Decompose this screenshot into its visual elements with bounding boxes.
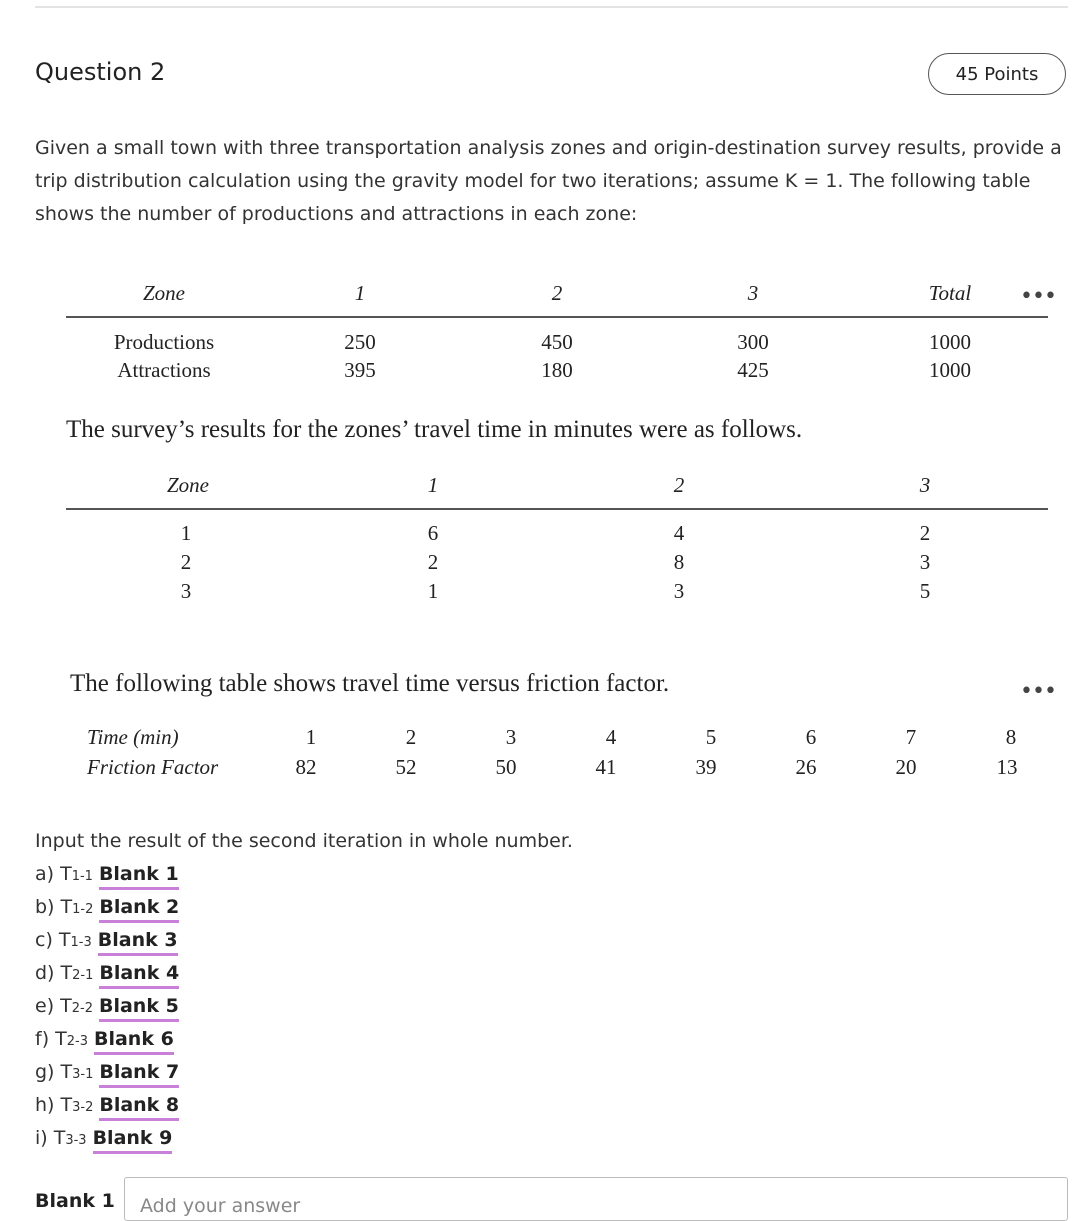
blank-8-link[interactable]: Blank 8 [99, 1094, 179, 1121]
more-horizontal-icon[interactable]: ••• [1020, 284, 1056, 309]
table1-cell: 395 [344, 358, 376, 382]
blank-prefix: c) T [35, 929, 71, 951]
time-cell: 6 [805, 725, 817, 749]
time-cell: 2 [405, 725, 417, 749]
blank-prefix: g) T [35, 1061, 73, 1083]
friction-cell: 52 [395, 755, 417, 779]
table1-row-label: Attractions [117, 358, 211, 382]
table2-cell: 1 [180, 521, 192, 545]
table1-header-total: Total [928, 281, 972, 305]
blank-subscript: 1-2 [72, 902, 94, 917]
blank-2-link[interactable]: Blank 2 [99, 896, 179, 923]
table1-row-label: Productions [113, 330, 215, 354]
more-horizontal-icon[interactable]: ••• [1020, 679, 1056, 704]
blank-prefix: d) T [35, 962, 73, 984]
friction-caption: The following table shows travel time versus friction factor. [70, 670, 670, 697]
blank-6-link[interactable]: Blank 6 [94, 1028, 174, 1055]
table1-header-2: 2 [551, 281, 563, 305]
answer-input[interactable] [124, 1177, 1068, 1221]
table1-header-3: 3 [747, 281, 759, 305]
time-cell: 3 [505, 725, 517, 749]
friction-cell: 50 [495, 755, 517, 779]
blank-subscript: 2-2 [71, 1001, 93, 1016]
blank-prefix: b) T [35, 896, 73, 918]
friction-cell: 20 [895, 755, 917, 779]
top-divider [35, 6, 1068, 8]
blank-item [35, 1061, 179, 1091]
table1-cell: 1000 [929, 358, 971, 382]
instructions: Input the result of the second iteration in whole number. [35, 830, 573, 852]
table1-cell: 250 [344, 330, 376, 354]
blank-item [35, 863, 179, 893]
travel-time-caption: The survey’s results for the zones’ travel time in minutes were as follows. [66, 416, 803, 443]
blank-3-link[interactable]: Blank 3 [98, 929, 178, 956]
friction-cell: 82 [295, 755, 317, 779]
time-cell: 7 [905, 725, 917, 749]
time-cell: 8 [1005, 725, 1017, 749]
table1-header-zone: Zone [143, 281, 185, 305]
blank-prefix: h) T [35, 1094, 73, 1116]
points-badge: 45 Points [928, 53, 1066, 95]
table2-cell: 2 [427, 550, 439, 574]
table1-header-1: 1 [354, 281, 366, 305]
blank-subscript: 1-3 [70, 935, 92, 950]
question-title: Question 2 [35, 58, 166, 86]
table2-header-2: 2 [673, 473, 685, 497]
time-cell: 4 [605, 725, 617, 749]
time-row-label: Time (min) [87, 725, 179, 749]
blank-subscript: 2-3 [66, 1034, 88, 1049]
table2-cell: 3 [180, 579, 192, 603]
blank-1-link[interactable]: Blank 1 [99, 863, 179, 890]
table1-cell: 300 [737, 330, 769, 354]
blank-prefix: a) T [35, 863, 72, 885]
blank-prefix: e) T [35, 995, 72, 1017]
blank-subscript: 3-3 [65, 1133, 87, 1148]
blank-item [35, 995, 179, 1025]
friction-row-label: Friction Factor [87, 755, 219, 779]
blank-item [35, 1094, 179, 1124]
table2-cell: 5 [919, 579, 931, 603]
table2-rule [66, 508, 1048, 510]
blank-9-link[interactable]: Blank 9 [93, 1127, 173, 1154]
table1-rule [66, 316, 1048, 318]
blank-item [35, 1028, 174, 1058]
table2-cell: 4 [673, 521, 685, 545]
table1-cell: 180 [541, 358, 573, 382]
question-text: Given a small town with three transportation analysis zones and origin-destination survey results, provide a trip distribution calculation using the gravity model for two iterations; assume K = 1. The following table shows the number of productions and attractions in each zone: [35, 137, 1062, 225]
table2-cell: 3 [673, 579, 685, 603]
friction-cell: 26 [795, 755, 817, 779]
table2-cell: 1 [427, 579, 439, 603]
table2-cell: 8 [673, 550, 685, 574]
blank-prefix: f) T [35, 1028, 67, 1050]
blank-prefix: i) T [35, 1127, 66, 1149]
blank-item [35, 929, 178, 959]
table2-header-3: 3 [919, 473, 931, 497]
table1-cell: 1000 [929, 330, 971, 354]
table2-cell: 2 [180, 550, 192, 574]
table1-cell: 425 [737, 358, 769, 382]
blank-5-link[interactable]: Blank 5 [99, 995, 179, 1022]
table2-cell: 2 [919, 521, 931, 545]
table2-cell: 6 [427, 521, 439, 545]
friction-cell: 13 [996, 755, 1018, 779]
blank-subscript: 1-1 [71, 869, 93, 884]
blank-subscript: 3-2 [72, 1100, 94, 1115]
blank-item [35, 896, 179, 926]
table2-cell: 3 [919, 550, 931, 574]
friction-cell: 39 [695, 755, 717, 779]
table2-header-1: 1 [427, 473, 439, 497]
blank-subscript: 2-1 [72, 968, 94, 983]
time-cell: 1 [305, 725, 317, 749]
table1-cell: 450 [541, 330, 573, 354]
friction-cell: 41 [595, 755, 617, 779]
blank-subscript: 3-1 [72, 1067, 94, 1082]
blank-4-link[interactable]: Blank 4 [99, 962, 179, 989]
blank-item [35, 962, 179, 992]
time-cell: 5 [705, 725, 717, 749]
blank-7-link[interactable]: Blank 7 [99, 1061, 179, 1088]
answer-label: Blank 1 [35, 1190, 115, 1212]
table2-header-zone: Zone [167, 473, 209, 497]
blank-item [35, 1127, 172, 1157]
